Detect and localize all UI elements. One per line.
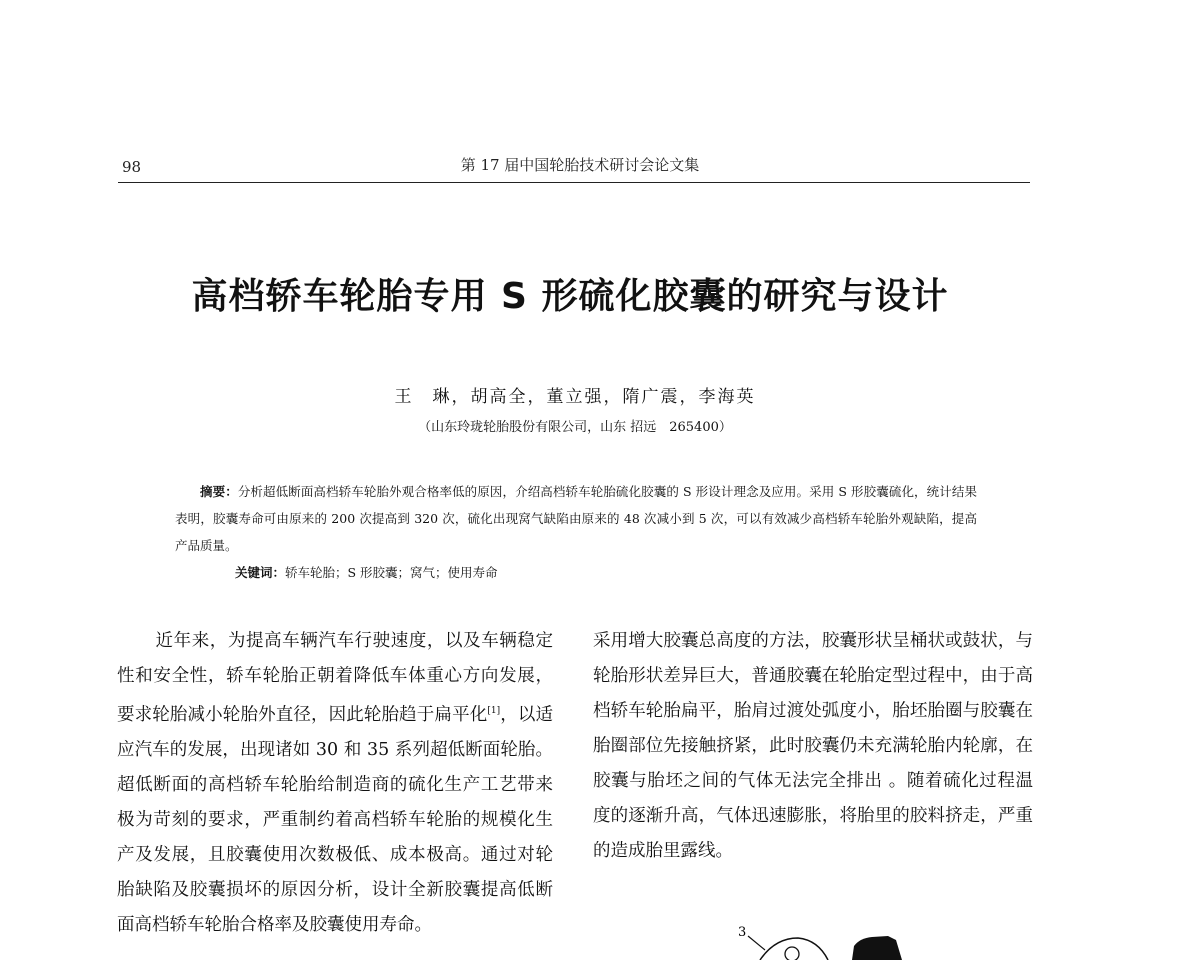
keywords-paragraph	[175, 559, 977, 586]
body-text: ，以适应汽车的发展，出现诸如 30 和 35 系列超低断面轮胎。超低断面的高档轿车轮胎给制造商的硫化生产工艺带来极为苛刻的要求，严重制约着高档轿车轮胎的规模化生产及发展，且胶囊使用次数极低、成本极高。通过对轮胎缺陷及胶囊损坏的原因分析，设计全新胶囊提高低断面高档轿车轮胎合格率及胶囊使用寿命。	[117, 704, 553, 935]
bladder-outline	[760, 938, 828, 960]
callout-leader	[748, 936, 765, 950]
page-number: 98	[122, 158, 142, 176]
running-header: 第 17 届中国轮胎技术研讨会论文集	[460, 156, 700, 174]
body-text: 近年来，为提高车辆汽车行驶速度，以及车辆稳定性和安全性，轿车轮胎正朝着降低车体重心方向发展，要求轮胎减小轮胎外直径，因此轮胎趋于扁平化	[117, 631, 553, 725]
header-rule	[118, 182, 1030, 183]
paper-title: 高档轿车轮胎专用 S 形硫化胶囊的研究与设计	[191, 276, 949, 317]
figure-partial	[720, 920, 920, 960]
abstract-label: 摘要：	[200, 484, 238, 499]
keywords-label: 关键词：	[235, 565, 286, 580]
reference-marker: [1]	[487, 706, 501, 716]
figure-callout-label: 3	[738, 925, 747, 940]
mold-section	[852, 936, 902, 960]
body-column-right	[593, 624, 1033, 869]
body-column-left	[117, 624, 553, 943]
tire-bladder-figure	[720, 920, 920, 960]
authors: 王 琳，胡高全，董立强，隋广震，李海英	[394, 387, 756, 407]
body-paragraph: 采用增大胶囊总高度的方法，胶囊形状呈桶状或鼓状，与轮胎形状差异巨大，普通胶囊在轮胎定型过程中，由于高档轿车轮胎扁平，胎肩过渡处弧度小，胎坯胎圈与胶囊在胎圈部位先接触挤紧，此时胶囊仍未充满轮胎内轮廓，在胶囊与胎坯之间的气体无法完全排出 。随着硫化过程温度的逐渐升高，气体迅速膨胀，将胎里的胶料挤走，严重的造成胎里露线。	[593, 631, 1033, 861]
abstract-paragraph	[175, 478, 977, 559]
affiliation: （山东玲珑轮胎股份有限公司，山东 招远 265400）	[418, 420, 732, 435]
abstract-block	[175, 478, 977, 586]
keywords-text: 轿车轮胎；S 形胶囊；窝气；使用寿命	[285, 565, 498, 580]
bead-circle	[785, 947, 799, 960]
abstract-text: 分析超低断面高档轿车轮胎外观合格率低的原因，介绍高档轿车轮胎硫化胶囊的 S 形设计理念及应用。采用 S 形胶囊硫化，统计结果表明，胶囊寿命可由原来的 200 次提高到 320 次，硫化出现窝气缺陷由原来的 48 次减小到 5 次，可以有效减少高档轿车轮胎外观缺陷，提高产品质量。	[175, 484, 977, 553]
body-paragraph	[117, 624, 553, 943]
